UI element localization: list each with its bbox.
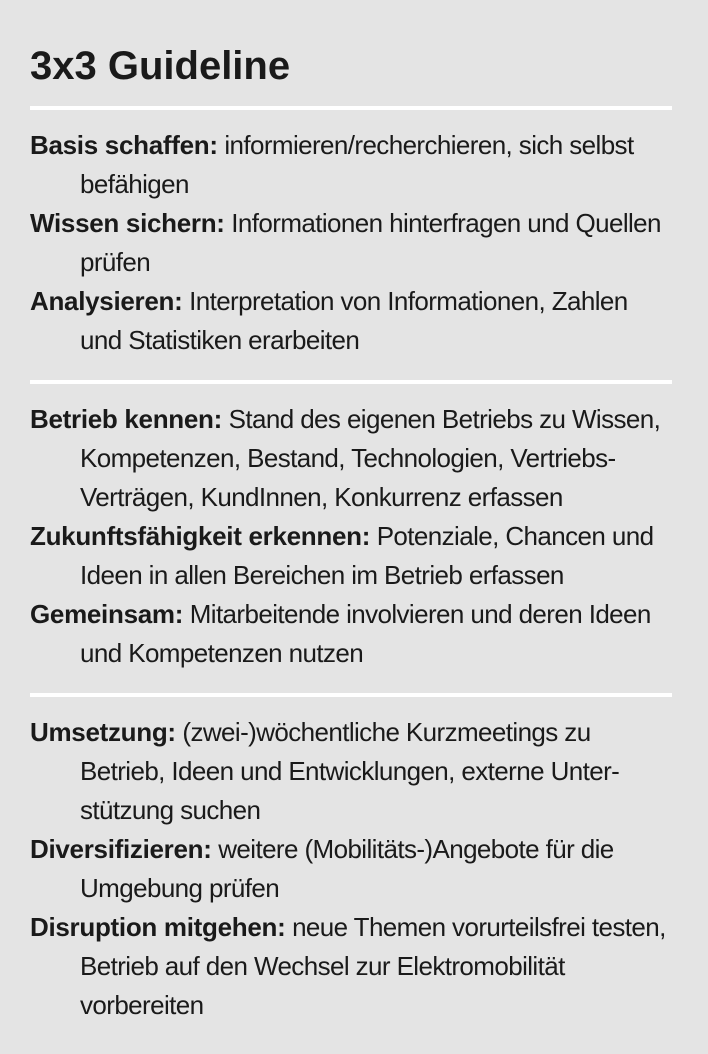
entry-term: Gemeinsam: <box>30 599 184 629</box>
entry-text: informieren/recherchieren, sich selbst befähigen <box>80 130 634 199</box>
list-item <box>30 908 672 1025</box>
entry-term: Betrieb kennen: <box>30 404 222 434</box>
entry-term: Zukunftsfähigkeit erkennen: <box>30 521 371 551</box>
list-item <box>30 830 672 908</box>
entry-text: (zwei-)wöchentliche Kurzmeetings zu Betrieb, Ideen und Entwicklungen, externe Unterstützung suchen <box>80 717 620 825</box>
entry-term: Disruption mitgehen: <box>30 912 286 942</box>
entry-text: Interpretation von Informationen, Zahlen und Statistiken erarbeiten <box>80 286 628 355</box>
section-basics <box>30 110 672 380</box>
section-implementation <box>30 697 672 1045</box>
list-item <box>30 400 672 517</box>
list-item <box>30 282 672 360</box>
list-item <box>30 595 672 673</box>
list-item <box>30 204 672 282</box>
entry-term: Basis schaffen: <box>30 130 218 160</box>
entry-term: Wissen sichern: <box>30 208 225 238</box>
entry-text: neue Themen vorurteilsfrei testen, Betrieb auf den Wechsel zur Elektromobilität vorbereiten <box>80 912 666 1020</box>
entry-text: Informationen hinterfragen und Quellen prüfen <box>80 208 661 277</box>
list-item <box>30 713 672 830</box>
entry-text: Potenziale, Chancen und Ideen in allen Bereichen im Betrieb erfassen <box>80 521 654 590</box>
entry-term: Umsetzung: <box>30 717 176 747</box>
page-title: 3x3 Guideline <box>30 44 291 88</box>
entry-term: Diversifizieren: <box>30 834 212 864</box>
section-business <box>30 384 672 693</box>
entry-text: Mitarbeitende involvieren und deren Ideen und Kompetenzen nutzen <box>80 599 651 668</box>
list-item <box>30 517 672 595</box>
list-item <box>30 126 672 204</box>
entry-text: weitere (Mobilitäts-)Angebote für die Umgebung prüfen <box>80 834 614 903</box>
entry-text: Stand des eigenen Betriebs zu Wissen, Kompetenzen, Bestand, Technologien, Vertriebs-Verträgen, KundInnen, Konkurrenz erfassen <box>80 404 661 512</box>
entry-term: Analysieren: <box>30 286 183 316</box>
